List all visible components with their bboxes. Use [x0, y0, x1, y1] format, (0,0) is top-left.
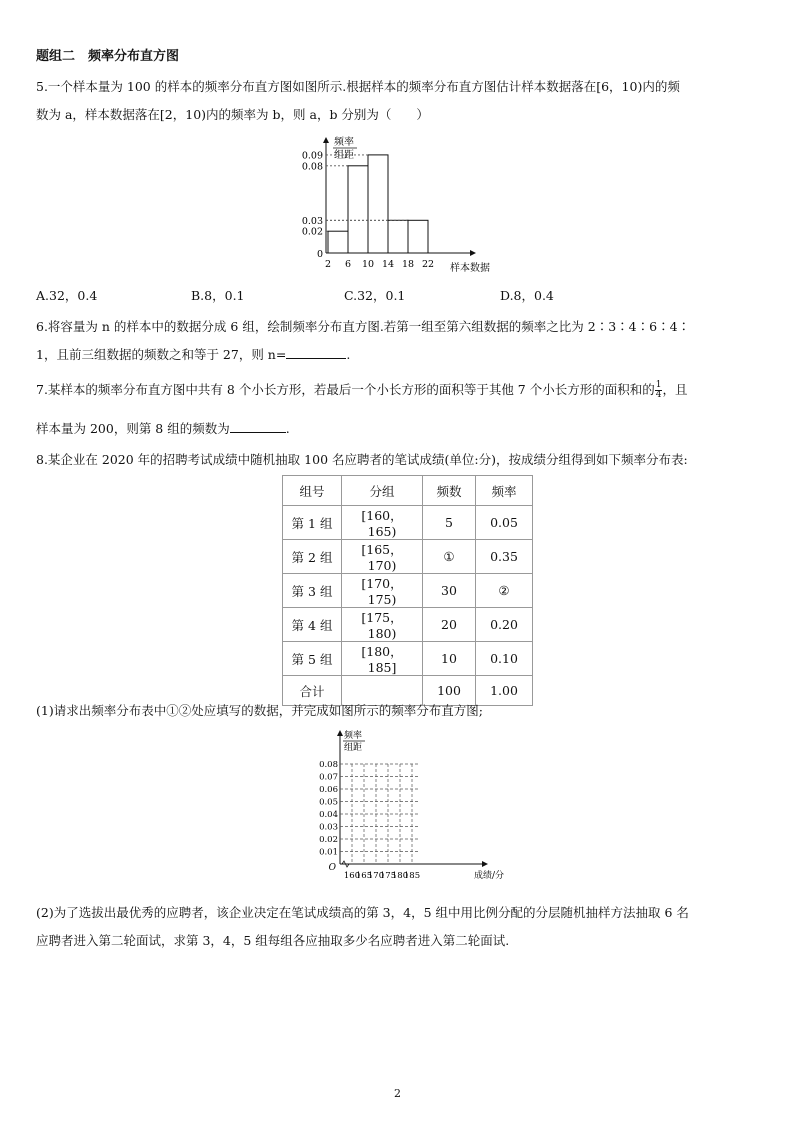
x-tick-label: 170 — [367, 871, 385, 881]
q6-line2-end: . — [346, 347, 351, 362]
q6-text-line1: 6.将容量为 n 的样本中的数据分成 6 组，绘制频率分布直方图.若第一组至第六组数据的频率之比为 2∶3∶4∶6∶4∶ — [36, 319, 691, 334]
q7-fraction-denominator: 4 — [655, 390, 662, 400]
table-cell: [160，165) — [342, 506, 423, 540]
page-number: 2 — [394, 1087, 401, 1100]
table-cell: 10 — [423, 642, 476, 676]
table-cell: [175，180) — [342, 608, 423, 642]
table-cell: 0.05 — [476, 506, 533, 540]
q8-sub1-text: (1)请求出频率分布表中①②处应填写的数据，并完成如图所示的频率分布直方图; — [36, 703, 483, 718]
x-tick-label: 160 — [343, 871, 361, 881]
q8-sub2-line2: 应聘者进入第二轮面试，求第 3，4，5 组每组各应抽取多少名应聘者进入第二轮面试. — [36, 933, 510, 948]
x-tick-label: 175 — [379, 871, 397, 881]
x-tick-label: 2 — [324, 259, 332, 270]
q5-option-a: A.32，0.4 — [36, 288, 98, 303]
q8-sub2-line1: (2)为了选拔出最优秀的应聘者，该企业决定在笔试成绩高的第 3，4，5 组中用比例分配的分层随机抽样方法抽取 6 名 — [36, 905, 689, 920]
table-cell: ① — [423, 540, 476, 574]
histogram-bar — [388, 220, 408, 253]
y-tick-label: 0.09 — [301, 150, 323, 162]
q7-line2-end: . — [285, 421, 290, 436]
table-cell: 0.35 — [476, 540, 533, 574]
y-tick-label: 0.08 — [319, 760, 338, 770]
table-header-cell: 分组 — [342, 476, 423, 506]
table-row — [283, 540, 533, 574]
y-tick-label: 0.02 — [319, 835, 338, 845]
x-tick-label: 185 — [403, 871, 421, 881]
q6-line2-text: 1，且前三组数据的频数之和等于 27，则 n= — [36, 347, 287, 362]
table-cell: ② — [476, 574, 533, 608]
table-header-cell: 频率 — [476, 476, 533, 506]
q7-line1-end: ，且 — [662, 382, 688, 397]
table-cell: 第 1 组 — [283, 506, 342, 540]
histogram-figure-q8 — [308, 728, 508, 884]
table-cell: 0.10 — [476, 642, 533, 676]
y-tick-label: 0.05 — [319, 797, 338, 808]
y-tick-label: 0.06 — [319, 785, 338, 795]
histogram-figure-q5 — [290, 133, 510, 275]
y-tick-label: 0 — [316, 249, 323, 260]
q8-text-line1: 8.某企业在 2020 年的招聘考试成绩中随机抽取 100 名应聘者的笔试成绩(单位:分)，按成绩分组得到如下频率分布表: — [36, 452, 688, 467]
y-axis-arrow — [337, 730, 343, 736]
x-tick-label: 6 — [344, 259, 352, 270]
frequency-table — [282, 475, 533, 706]
table-row — [283, 676, 533, 706]
y-axis-arrow — [323, 137, 329, 143]
histogram-bar — [408, 220, 428, 253]
table-cell: 30 — [423, 574, 476, 608]
q5-text-line1: 5.一个样本量为 100 的样本的频率分布直方图如图所示.根据样本的频率分布直方图估计样本数据落在[6，10)内的频 — [36, 79, 680, 94]
q5-option-d: D.8，0.4 — [500, 288, 554, 303]
y-axis-label-top: 频率 — [344, 731, 363, 741]
x-axis-label: 成绩/分 — [474, 871, 505, 881]
table-cell: 0.20 — [476, 608, 533, 642]
q6-answer-blank — [286, 346, 346, 359]
table-cell: 第 4 组 — [283, 608, 342, 642]
table-row — [283, 574, 533, 608]
y-tick-label: 0.03 — [301, 215, 323, 227]
y-tick-label: 0.08 — [301, 161, 323, 173]
q7-line1-text: 7.某样本的频率分布直方图中共有 8 个小长方形，若最后一个小长方形的面积等于其他 7 个小长方形的面积和的 — [36, 382, 655, 397]
table-row — [283, 608, 533, 642]
origin-label: O — [328, 863, 336, 873]
table-cell: 合计 — [283, 676, 342, 706]
y-axis-label-top: 频率 — [334, 137, 354, 148]
q7-answer-blank — [230, 420, 286, 433]
table-cell: 第 5 组 — [283, 642, 342, 676]
x-tick-label: 10 — [361, 259, 375, 270]
table-header-row — [283, 476, 533, 506]
table-cell: [180，185] — [342, 642, 423, 676]
table-cell: 第 2 组 — [283, 540, 342, 574]
x-tick-label: 22 — [421, 259, 435, 270]
table-cell: [165，170) — [342, 540, 423, 574]
table-cell: 1.00 — [476, 676, 533, 706]
y-tick-label: 0.03 — [319, 822, 338, 833]
x-tick-label: 18 — [401, 259, 415, 270]
table-header-cell: 频数 — [423, 476, 476, 506]
table-cell: 100 — [423, 676, 476, 706]
y-tick-label: 0.04 — [319, 810, 338, 820]
q7-fraction-numerator: 1 — [655, 380, 662, 390]
table-row — [283, 506, 533, 540]
x-tick-label: 14 — [381, 259, 395, 270]
histogram-bar — [348, 166, 368, 253]
x-axis-arrow — [470, 250, 476, 256]
x-axis-label: 样本数据 — [450, 263, 490, 274]
q5-option-b: B.8，0.1 — [191, 288, 245, 303]
y-axis-label-bottom: 组距 — [334, 150, 354, 161]
q7-text-line2 — [36, 420, 290, 438]
table-cell — [342, 676, 423, 706]
histogram-bar — [368, 155, 388, 253]
table-cell: 5 — [423, 506, 476, 540]
table-cell: 第 3 组 — [283, 574, 342, 608]
table-row — [283, 642, 533, 676]
q7-line2-text: 样本量为 200，则第 8 组的频数为 — [36, 421, 230, 436]
table-header-cell: 组号 — [283, 476, 342, 506]
y-tick-label: 0.02 — [301, 226, 323, 238]
q5-option-c: C.32，0.1 — [344, 288, 406, 303]
x-tick-label: 180 — [391, 871, 409, 881]
y-axis-label-bottom: 组距 — [344, 743, 363, 753]
table-cell: 20 — [423, 608, 476, 642]
table-cell: [170，175) — [342, 574, 423, 608]
q7-text-line1 — [36, 381, 687, 400]
section-title: 题组二 频率分布直方图 — [36, 49, 180, 64]
y-tick-label: 0.01 — [319, 847, 338, 858]
x-tick-label: 165 — [355, 871, 373, 881]
x-axis-arrow — [482, 861, 488, 867]
q6-text-line2 — [36, 346, 350, 364]
y-tick-label: 0.07 — [319, 772, 338, 783]
histogram-bar — [328, 231, 348, 253]
q5-text-line2: 数为 a，样本数据落在[2，10)内的频率为 b，则 a，b 分别为（ ） — [36, 107, 429, 122]
